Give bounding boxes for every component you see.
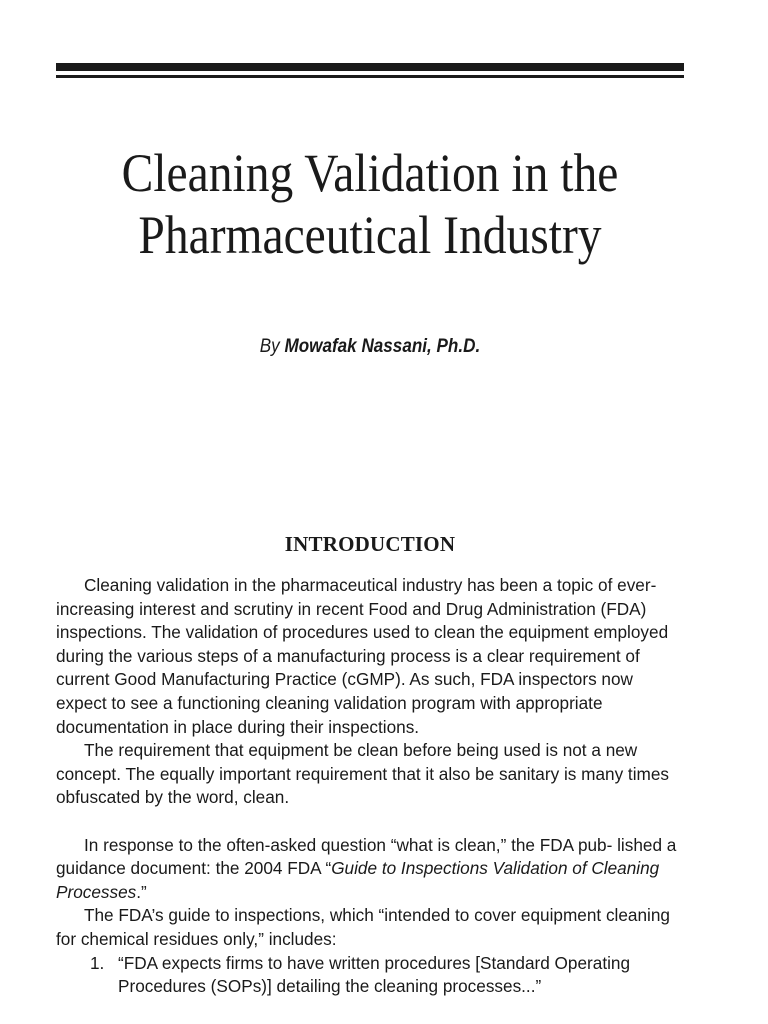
byline-prefix: By — [259, 336, 280, 357]
header-rule-thick — [56, 63, 684, 71]
paragraph-3-start: In response to the often-asked question “what is clean,” the FDA pub- lished a guidance document: the 2004 FDA “ — [56, 834, 677, 879]
paragraph-1: Cleaning validation in the pharmaceutical industry has been a topic of ever-increasing interest and scrutiny in recent Food and Drug Administration (FDA) inspections. The validation of procedures used to clean the equipment employed during the various steps of a manufacturing process is a clear requirement of current Good Manufacturing Practice (cGMP). As such, FDA inspectors now expect to see a functioning cleaning validation program with appropriate documentation in place during their inspections. — [56, 575, 669, 737]
paragraph-2: The requirement that equipment be clean before being used is not a new concept. The equally important requirement that it also be sanitary is many times obfuscated by the word, clean. — [56, 740, 670, 808]
list-item-text: “FDA expects firms to have written procedures [Standard Operating Procedures (SOPs)] detailing the cleaning processes...” — [118, 952, 631, 997]
paragraph-4: The FDA’s guide to inspections, which “intended to cover equipment cleaning for chemical residues only,” includes: — [56, 905, 670, 949]
title-line-2: Pharmaceutical Industry — [138, 205, 602, 265]
author-name: Mowafak Nassani, Ph.D. — [284, 336, 481, 357]
header-rule-thin — [56, 75, 684, 78]
byline — [87, 336, 652, 358]
paragraph-3-end: .” — [136, 881, 147, 902]
numbered-list — [56, 952, 686, 999]
title-line-1: Cleaning Validation in the — [121, 143, 619, 203]
list-item-number: 1. — [90, 952, 105, 973]
article-title — [94, 142, 647, 266]
section-heading: INTRODUCTION — [284, 532, 456, 556]
list-item — [56, 952, 686, 999]
guide-title: Guide to Inspections Validation of Cleaning Processes — [56, 858, 660, 902]
paragraph-3 — [56, 834, 686, 905]
article-body — [56, 574, 686, 999]
